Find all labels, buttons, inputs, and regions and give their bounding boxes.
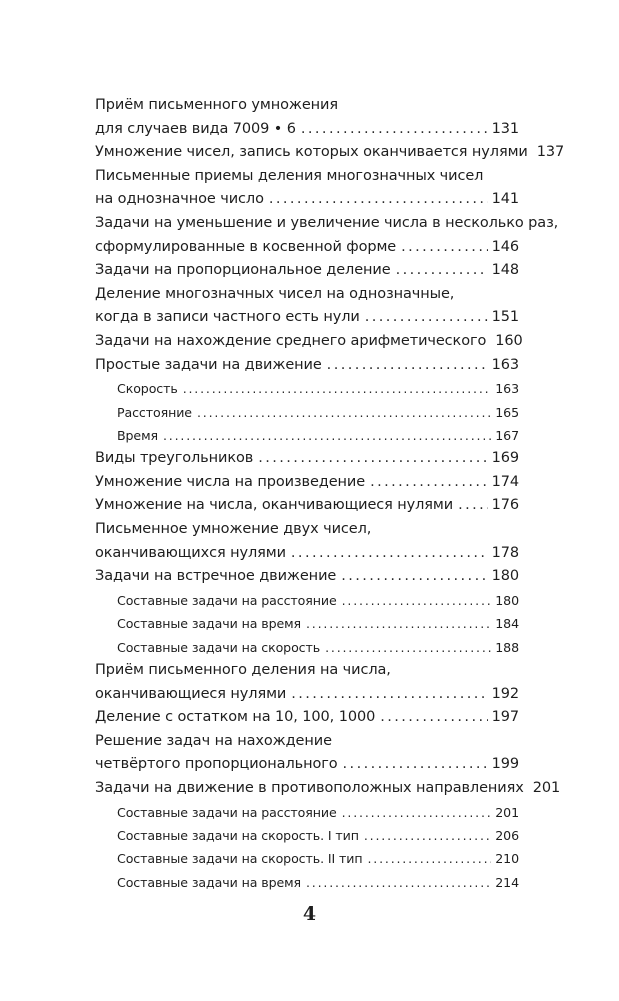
toc-entry-title: Составные задачи на скорость. II тип (117, 851, 363, 867)
toc-entry-title: Виды треугольников (95, 450, 254, 467)
toc-entry (95, 306, 519, 330)
toc-subentry (95, 612, 519, 635)
toc-page-number: 167 (495, 427, 519, 443)
toc-page-number: 197 (491, 709, 519, 726)
dot-leader (306, 612, 491, 635)
toc-entry-title: Составные задачи на время (117, 616, 301, 632)
toc-entry-title-line: Приём письменного умножения (95, 97, 338, 113)
toc-page-number: 148 (491, 262, 519, 279)
toc-page-number: 201 (495, 804, 519, 820)
toc-entry-title: Время (117, 427, 158, 443)
toc-entry-title: Задачи на встречное движение (95, 568, 337, 585)
toc-page-number: 176 (491, 497, 519, 514)
toc-entry-title: Задачи на нахождение среднего арифметического (95, 332, 487, 349)
dot-leader (183, 377, 491, 400)
toc-entry-title-line: Решение задач на нахождение (95, 732, 332, 749)
dot-leader (269, 188, 488, 212)
toc-entry (95, 777, 561, 801)
toc-page-number: 201 (532, 780, 561, 796)
toc-entry-title: Простые задачи на движение (95, 356, 322, 373)
toc-entry (95, 236, 519, 260)
toc-subentry (95, 424, 519, 447)
dot-leader (370, 471, 488, 495)
toc-entry-title: Задачи на движение в противоположных направлениях (95, 780, 524, 796)
toc-entry (95, 706, 519, 730)
toc-entry-title: для случаев вида 7009 • 6 (95, 120, 296, 137)
toc-subentry (95, 824, 519, 847)
dot-leader (341, 565, 487, 589)
toc-page-number: 165 (495, 404, 519, 420)
toc-subentry (95, 801, 519, 824)
toc-entry-title: Умножение числа на произведение (95, 473, 366, 490)
dot-leader (343, 753, 488, 777)
toc-page-number: 151 (491, 309, 519, 326)
toc-entry (95, 447, 519, 471)
toc-entry (95, 565, 519, 589)
dot-leader (306, 871, 491, 894)
toc-subentry (95, 589, 519, 612)
toc-page-number: 206 (495, 827, 519, 843)
toc-subentry (95, 847, 519, 870)
toc-page-number: 174 (491, 473, 519, 490)
toc-entry-title: сформулированные в косвенной форме (95, 238, 397, 255)
toc-page-number: 160 (495, 332, 523, 349)
toc-page-number: 192 (491, 685, 519, 702)
toc-entry (95, 494, 519, 518)
toc-page-number: 163 (495, 381, 519, 397)
toc-entry (95, 141, 565, 165)
dot-leader (364, 824, 491, 847)
toc-entry-title-line: Письменные приемы деления многозначных чисел (95, 167, 484, 184)
toc-subentry (95, 871, 519, 894)
toc-entry-title: четвёртого пропорционального (95, 756, 338, 773)
toc-entry (95, 471, 519, 495)
dot-leader (458, 494, 488, 518)
toc-page-number: 210 (495, 851, 519, 867)
toc-page-number: 163 (491, 356, 519, 373)
toc-subentry (95, 377, 519, 400)
toc-page-number: 184 (495, 616, 519, 632)
dot-leader (325, 636, 491, 659)
toc-page-number: 137 (536, 144, 565, 161)
dot-leader (367, 847, 491, 870)
toc-entry-title-line: Деление многозначных чисел на однозначные, (95, 285, 455, 302)
toc-entry-title: Задачи на пропорциональное деление (95, 262, 391, 279)
toc-entry-title: Составные задачи на скорость. I тип (117, 827, 359, 843)
toc-page-number: 188 (495, 639, 519, 655)
toc-page-number: 169 (491, 450, 519, 467)
toc-entry (95, 753, 519, 777)
toc-page-number: 131 (491, 120, 519, 137)
table-of-contents (95, 94, 565, 894)
dot-leader (291, 683, 487, 707)
toc-entry-title: Составные задачи на скорость (117, 639, 321, 655)
dot-leader (301, 118, 488, 142)
toc-entry (95, 259, 519, 283)
toc-entry-title-line: Задачи на уменьшение и увеличение числа в несколько раз, (95, 214, 559, 231)
toc-page-number: 180 (491, 568, 519, 585)
toc-entry-title: Составные задачи на время (117, 874, 301, 890)
dot-leader (401, 236, 487, 260)
toc-entry (95, 683, 519, 707)
dot-leader (291, 542, 488, 566)
toc-entry-title: оканчивающиеся нулями (95, 685, 287, 702)
dot-leader (327, 354, 488, 378)
toc-entry-title: оканчивающихся нулями (95, 544, 286, 561)
toc-entry (95, 354, 519, 378)
dot-leader (258, 447, 487, 471)
toc-subentry (95, 636, 519, 659)
toc-entry-title: Умножение на числа, оканчивающиеся нулями (95, 497, 454, 514)
toc-entry-title: Составные задачи на расстояние (117, 804, 337, 820)
toc-subentry (95, 401, 519, 424)
toc-page-number: 178 (491, 544, 519, 561)
toc-entry (95, 118, 519, 142)
toc-entry (95, 188, 519, 212)
dot-leader (342, 589, 491, 612)
toc-entry-title: Умножение чисел, запись которых оканчивается нулями (95, 144, 528, 161)
dot-leader (365, 306, 488, 330)
toc-entry (95, 542, 519, 566)
toc-page-number: 146 (491, 238, 519, 255)
toc-entry-title: Скорость (117, 381, 178, 397)
toc-entry-title: Расстояние (117, 404, 192, 420)
toc-entry-title-line: Приём письменного деления на числа, (95, 662, 391, 679)
toc-page-number: 199 (491, 756, 519, 773)
toc-entry-title-line: Письменное умножение двух чисел, (95, 521, 372, 538)
toc-page-number: 214 (495, 874, 519, 890)
toc-page-number: 180 (495, 592, 519, 608)
toc-entry-title: на однозначное число (95, 191, 264, 208)
toc-entry-title: Деление с остатком на 10, 100, 1000 (95, 709, 376, 726)
page-number: 4 (302, 903, 317, 925)
dot-leader (380, 706, 487, 730)
dot-leader (342, 801, 491, 824)
toc-page-number: 141 (491, 191, 519, 208)
toc-entry-title: Составные задачи на расстояние (117, 592, 337, 608)
toc-entry (95, 330, 523, 354)
toc-entry-title: когда в записи частного есть нули (95, 309, 360, 326)
dot-leader (163, 424, 491, 447)
dot-leader (197, 401, 491, 424)
dot-leader (396, 259, 488, 283)
